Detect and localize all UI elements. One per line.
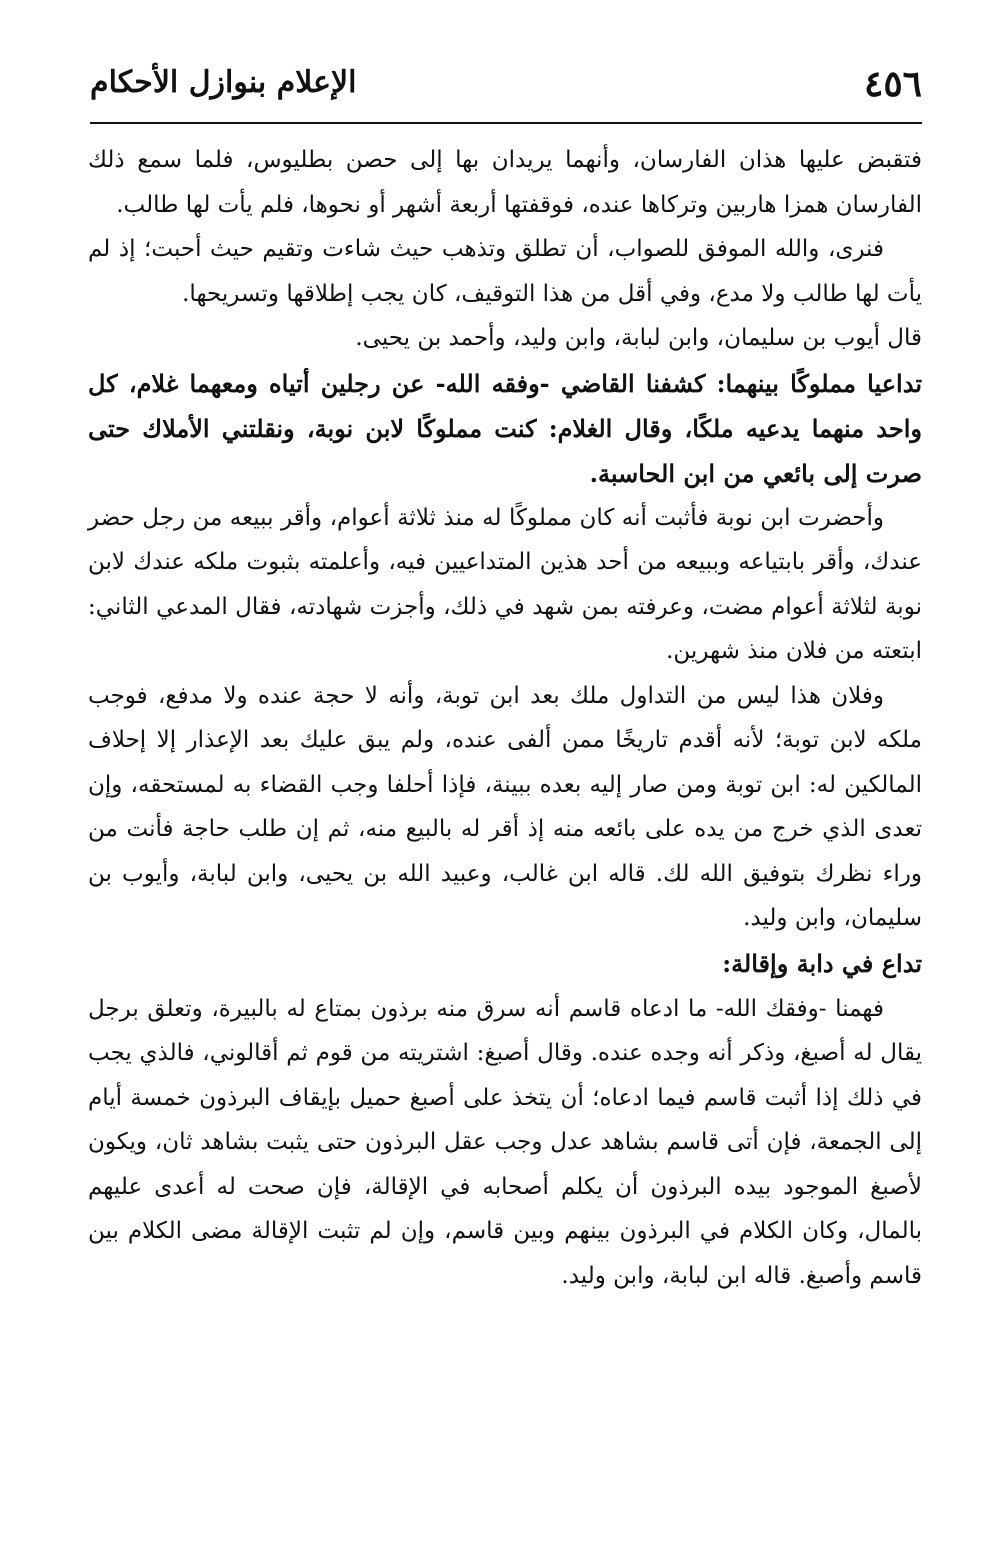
paragraph-3: قال أيوب بن سليمان، وابن لبابة، وابن وليد، وأحمد بن يحيى.	[355, 325, 922, 351]
section-heading-1-text: كشفنا القاضي -وفقه الله- عن رجلين أتياه ومعهما غلام، كل واحد منهما يدعيه ملكًا، وقال الغلام: كنت مملوكًا لابن نوبة، ونقلتني الأملاك حتى صرت إلى بائعي من ابن الحاسبة.	[88, 368, 922, 488]
page-header	[90, 58, 922, 118]
page-number: ٤٥٦	[863, 63, 922, 105]
section-heading-1	[88, 361, 922, 496]
section-heading-1-title: تداعيا مملوكًا بينهما:	[716, 368, 923, 398]
running-title: الإعلام بنوازل الأحكام	[90, 65, 357, 100]
paragraph-2: فنرى، والله الموفق للصواب، أن تطلق وتذهب حيث شاءت وتقيم حيث أحبت؛ إذ لم يأت لها طالب ولا مدع، وفي أقل من هذا التوقيف، كان يجب إطلاقها وتسريحها.	[88, 236, 922, 307]
page-body	[88, 138, 922, 1298]
paragraph-4: وأحضرت ابن نوبة فأثبت أنه كان مملوكًا له منذ ثلاثة أعوام، وأقر ببيعه من رجل حضر عندك، وأقر بابتياعه وببيعه من أحد هذين المتداعيين فيه، وأعلمته بثبوت ملكه عندك لابن نوبة لثلاثة أعوام مضت، وعرفته بمن شهد في ذلك، وأجزت شهادته، فقال المدعي الثاني: ابتعته من فلان منذ شهرين.	[88, 504, 922, 664]
section-heading-2: تداع في دابة وإقالة:	[722, 948, 922, 978]
paragraph-5: وفلان هذا ليس من التداول ملك بعد ابن توبة، وأنه لا حجة عنده ولا مدفع، فوجب ملكه لابن توبة؛ لأنه أقدم تاريخًا ممن ألفى عنده، ولم يبق عليك بعد الإعذار إلا إحلاف المالكين له: ابن توبة ومن صار إليه بعده ببينة، فإذا أحلفا وجب القضاء به لمستحقه، وإن تعدى الذي خرج من يده على بائعه منه إذ أقر له بالبيع منه، ثم إن طلب حاجة فأنت من وراء نظرك بتوفيق الله لك. قاله ابن غالب، وعبيد الله بن يحيى، وابن لبابة، وأيوب بن سليمان، وابن وليد.	[88, 682, 922, 931]
header-rule	[90, 122, 922, 124]
paragraph-1: فتقبض عليها هذان الفارسان، وأنهما يريدان بها إلى حصن بطليوس، فلما سمع ذلك الفارسان همزا هاربين وتركاها عنده، فوقفتها أربعة أشهر أو نحوها، فلم يأت لها طالب.	[88, 147, 922, 218]
paragraph-6: فهمنا -وفقك الله- ما ادعاه قاسم أنه سرق منه برذون بمتاع له بالبيرة، وتعلق برجل يقال له أصبغ، وذكر أنه وجده عنده. وقال أصبغ: اشتريته من قوم ثم أقالوني، فالذي يجب في ذلك إذا أثبت قاسم فيما ادعاه؛ أن يتخذ على أصبغ حميل بإيقاف البرذون خمسة أيام إلى الجمعة، فإن أتى قاسم بشاهد عدل وجب عقل البرذون حتى يثبت بشاهد ثان، ويكون لأصبغ الموجود بيده البرذون أن يكلم أصحابه في الإقالة، فإن صحت له أعدى عليهم بالمال، وكان الكلام في البرذون بينهم وبين قاسم، وإن لم تثبت الإقالة مضى الكلام بين قاسم وأصبغ. قاله ابن لبابة، وابن وليد.	[88, 995, 922, 1289]
